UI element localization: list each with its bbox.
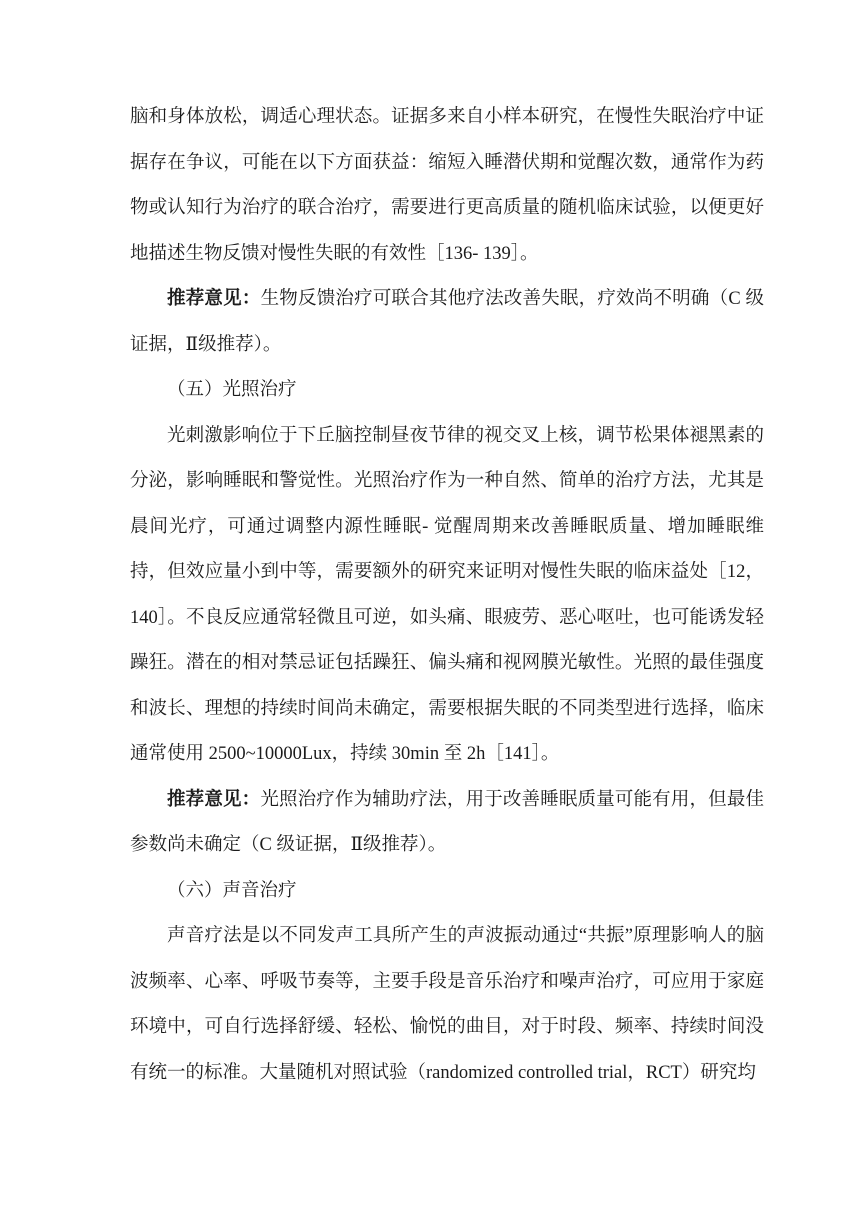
paragraph-light-therapy-body: 光刺激影响位于下丘脑控制昼夜节律的视交叉上核，调节松果体褪黑素的分泌，影响睡眠和警觉性。光照治疗作为一种自然、简单的治疗方法，尤其是晨间光疗，可通过调整内源性睡眠- 觉醒周期来改善睡眠质量、增加睡眠维持，但效应量小到中等，需要额外的研究来证明对慢性失眠的临床益处［12，140］。不良反应通常轻微且可逆，如头痛、眼疲劳、恶心呕吐，也可能诱发轻躁狂。潜在的相对禁忌证包括躁狂、偏头痛和视网膜光敏性。光照的最佳强度和波长、理想的持续时间尚未确定，需要根据失眠的不同类型进行选择，临床通常使用 2500~10000Lux，持续 30min 至 2h［141］。 — [130, 425, 764, 764]
document-content — [130, 95, 764, 1096]
section-heading-sound-therapy: （六）声音治疗 — [167, 880, 297, 901]
recommendation-label: 推荐意见： — [167, 289, 261, 309]
paragraph-biofeedback-continuation: 脑和身体放松，调适心理状态。证据多来自小样本研究，在慢性失眠治疗中证据存在争议，可能在以下方面获益：缩短入睡潜伏期和觉醒次数，通常作为药物或认知行为治疗的联合治疗，需要进行更高质量的随机临床试验，以便更好地描述生物反馈对慢性失眠的有效性［136- 139］。 — [130, 107, 764, 264]
paragraph-recommendation-biofeedback — [130, 277, 764, 368]
recommendation-text: 生物反馈治疗可联合其他疗法改善失眠，疗效尚不明确（C 级证据，Ⅱ级推荐）。 — [130, 289, 764, 355]
paragraph-sound-therapy-body: 声音疗法是以不同发声工具所产生的声波振动通过“共振”原理影响人的脑波频率、心率、呼吸节奏等，主要手段是音乐治疗和噪声治疗，可应用于家庭环境中，可自行选择舒缓、轻松、愉悦的曲目，对于时段、频率、持续时间没有统一的标准。大量随机对照试验（randomized controlled trial，RCT）研究均 — [130, 926, 764, 1083]
section-heading-light-therapy: （五）光照治疗 — [167, 380, 297, 400]
recommendation-text: 光照治疗作为辅助疗法，用于改善睡眠质量可能有用，但最佳参数尚未确定（C 级证据，Ⅱ级推荐）。 — [130, 789, 764, 855]
recommendation-label: 推荐意见： — [167, 789, 261, 810]
paragraph-recommendation-light-therapy — [130, 778, 764, 869]
